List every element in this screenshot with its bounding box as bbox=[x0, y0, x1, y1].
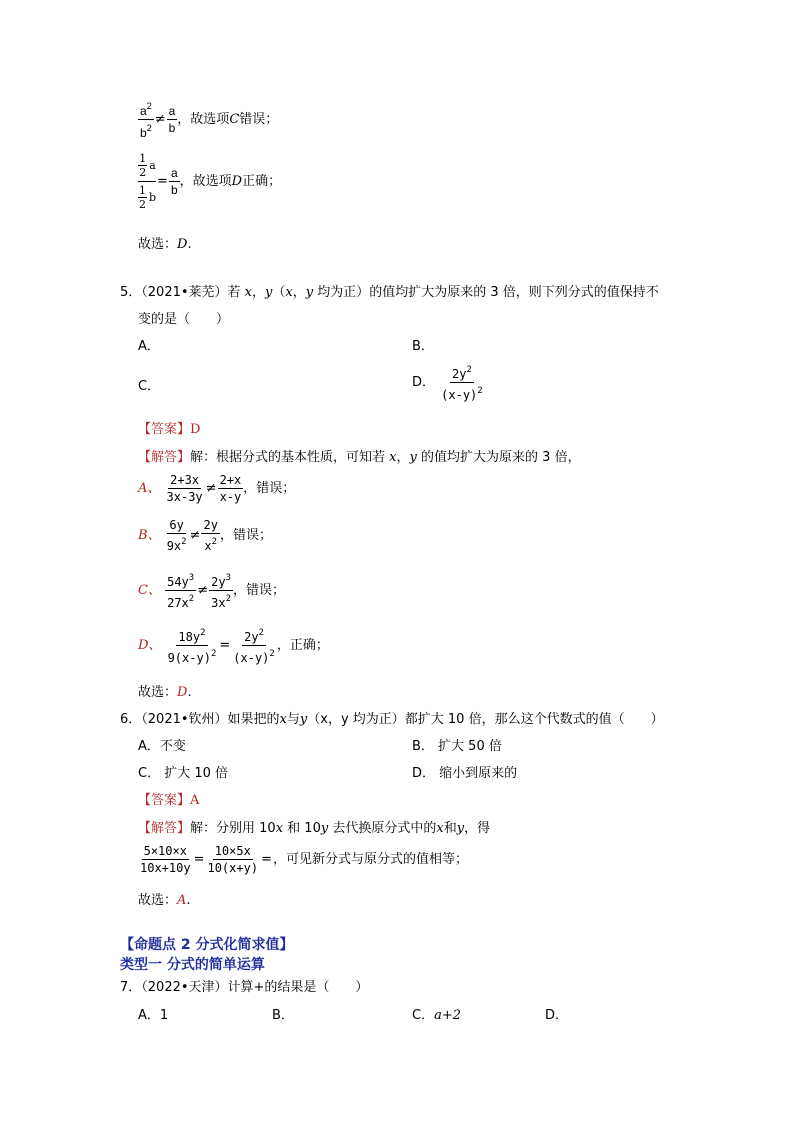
q5-option-b: B． bbox=[412, 339, 434, 354]
q6-option-a: A．不变 bbox=[138, 739, 186, 754]
section-subheading: 类型一 分式的简单运算 bbox=[120, 957, 265, 973]
q6-analysis-intro: 【解答】解：分别用 10x 和 10y 去代换原分式中的x和y，得 bbox=[138, 821, 491, 836]
section-heading: 【命题点 2 分式化简求值】 bbox=[120, 937, 294, 953]
q5-option-c: C． bbox=[138, 379, 161, 394]
q5-option-d-fraction: $\frac{2y^2}{(x-y)^2}$ bbox=[439, 362, 485, 403]
q7-option-c: C．a+2 bbox=[412, 1008, 461, 1023]
q6-analysis-equation: $\frac{5\times 10\times x}{10x+10y}$ = $\frac{10\times 5x}{10(x+y)}$ =，可见新分式与原分式的值相等； bbox=[140, 844, 468, 875]
top-conclusion: 故选：D. bbox=[138, 237, 192, 252]
q6-option-c: C． 扩大 10 倍 bbox=[138, 766, 229, 781]
q6-option-b: B． 扩大 50 倍 bbox=[412, 739, 502, 754]
fraction-a2-b2: $\frac{a^2}{b^2}$ bbox=[138, 98, 154, 141]
q6-conclusion: 故选：A. bbox=[138, 893, 191, 908]
option-d-analysis-line: $\frac{1}{2}$ a $\frac{1}{2}$ b = $\frac{a}{b}$ ，故选项D正确； bbox=[139, 152, 282, 211]
q6-stem: 6．（2021•钦州）如果把的x与y（x，y 均为正）都扩大 10 倍，那么这个代数式的值（ ） bbox=[120, 712, 664, 727]
fraction-a-b: $\frac{a}{b}$ bbox=[168, 104, 176, 135]
q7-stem: 7．（2022•天津）计算+的结果是（ ） bbox=[120, 980, 369, 995]
q7-option-b: B． bbox=[272, 1008, 294, 1023]
fraction-a-b-2: $\frac{a}{b}$ bbox=[170, 166, 178, 197]
q5-analysis-d: D、 $\frac{18y^2}{9(x-y)^2}$ = $\frac{2y^2}{(x-y)^2}$ ，正确； bbox=[138, 625, 329, 666]
q5-analysis-b: B、 $\frac{6y}{9x^2}$ ≠ $\frac{2y}{x^2}$ ，错误； bbox=[138, 518, 272, 553]
q6-option-d: D． 缩小到原来的 bbox=[412, 766, 518, 781]
q5-option-d: D． $\frac{2y^2}{(x-y)^2}$ bbox=[412, 362, 485, 403]
q5-analysis-c: C、 $\frac{54y^3}{27x^2}$ ≠ $\frac{2y^3}{3x^2}$ ，错误； bbox=[138, 570, 285, 611]
not-equal-sign: ≠ bbox=[154, 112, 166, 127]
q7-option-a: A．1 bbox=[138, 1008, 169, 1023]
option-c-analysis-line: $\frac{a^2}{b^2}$ ≠ $\frac{a}{b}$ ，故选项C错误； bbox=[138, 98, 278, 141]
q6-answer: 【答案】A bbox=[138, 793, 200, 808]
q5-answer: 【答案】D bbox=[138, 422, 201, 437]
q5-conclusion: 故选：D. bbox=[138, 685, 192, 700]
q5-stem-line1: 5．（2021•莱芜）若 x，y（x，y 均为正）的值均扩大为原来的 3 倍，则下列分式的值保持不 bbox=[120, 285, 659, 300]
q7-option-d: D． bbox=[545, 1008, 569, 1023]
nested-fraction: $\frac{1}{2}$ a $\frac{1}{2}$ b bbox=[139, 152, 157, 211]
q5-stem-line2: 变的是（ ） bbox=[138, 312, 230, 327]
q5-analysis-a: A、 $\frac{2+3x}{3x-3y}$ ≠ $\frac{2+x}{x-y}$ ，错误； bbox=[138, 473, 296, 504]
q5-option-a: A． bbox=[138, 339, 160, 354]
q5-analysis-intro: 【解答】解：根据分式的基本性质，可知若 x，y 的值均扩大为原来的 3 倍， bbox=[138, 450, 581, 465]
